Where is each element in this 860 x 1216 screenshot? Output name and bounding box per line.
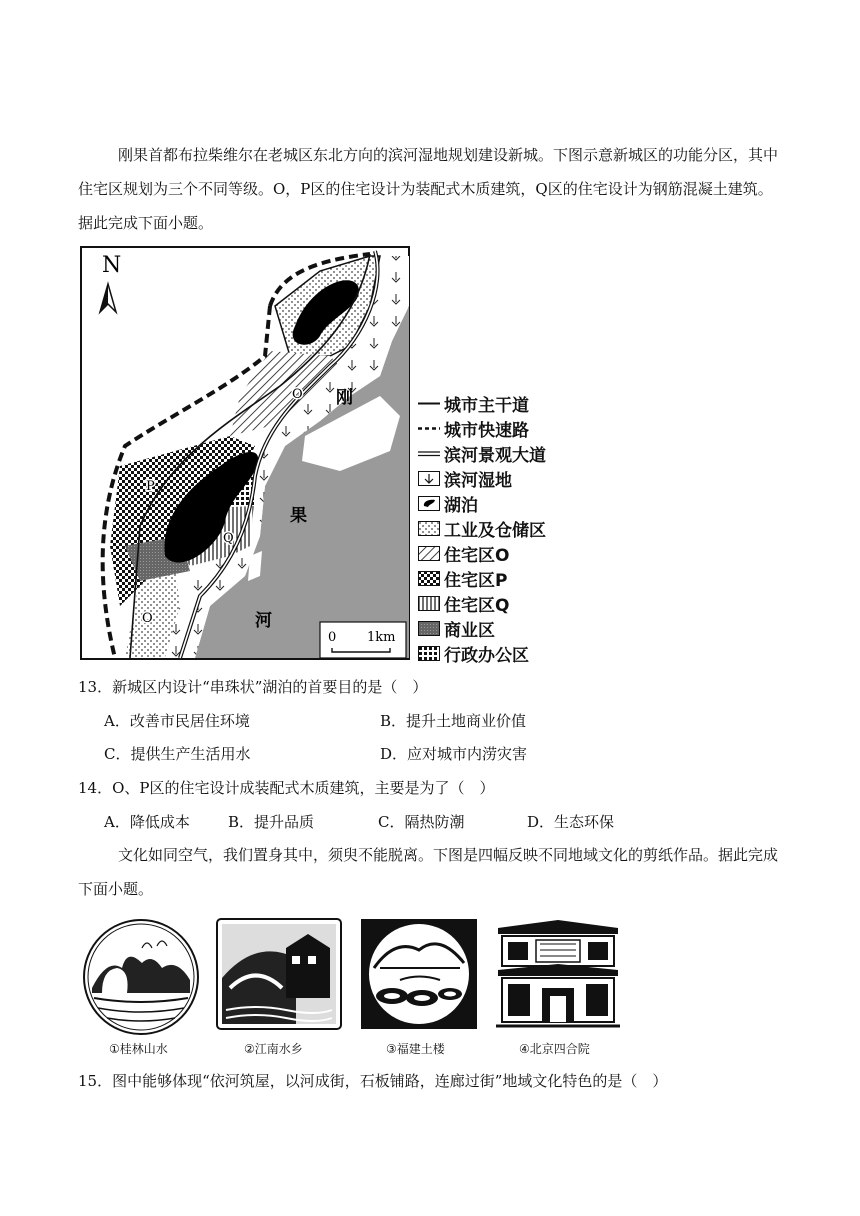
intro-line-2: 住宅区规划为三个不同等级。O，P区的住宅设计为装配式木质建筑，Q区的住宅设计为钢筋混凝土建筑。 [78, 180, 773, 198]
q14-option-b[interactable]: B．提升品质 [228, 813, 315, 831]
zone-label-p: P [146, 479, 155, 494]
zone-label-o-north: O [292, 387, 303, 402]
q13-option-b[interactable]: B．提升土地商业价值 [380, 712, 527, 730]
residential-p-icon [418, 571, 440, 586]
legend-item [418, 492, 478, 514]
river-char-gang: 刚 [336, 388, 353, 408]
legend-item [418, 392, 529, 414]
legend-item [418, 592, 509, 614]
industrial-icon [418, 521, 440, 536]
legend-label: 行政办公区 [444, 645, 529, 666]
intro2-line-2: 下面小题。 [78, 880, 154, 898]
legend-item [418, 617, 495, 639]
q14-option-a[interactable]: A．降低成本 [104, 813, 190, 831]
papercut-caption-2: ②江南水乡 [244, 1042, 303, 1056]
river-char-he: 河 [255, 611, 272, 631]
question-13-stem: 13．新城区内设计“串珠状”湖泊的首要目的是（ ） [78, 678, 428, 696]
zone-label-o-south: O [142, 611, 153, 626]
legend-label: 滨河景观大道 [444, 445, 546, 466]
legend-label: 住宅区O [444, 545, 510, 566]
legend-item [418, 417, 529, 439]
legend-label: 商业区 [444, 620, 495, 641]
north-label: N [102, 253, 122, 278]
new-city-zoning-map [80, 246, 410, 660]
legend-item [418, 467, 512, 489]
intro-line-3: 据此完成下面小题。 [78, 214, 214, 232]
q13-option-d[interactable]: D．应对城市内涝灾害 [380, 745, 528, 763]
legend-item [418, 642, 529, 664]
legend-item [418, 442, 546, 464]
legend-label: 工业及仓储区 [444, 520, 546, 541]
papercut-jiangnan-image [216, 918, 342, 1030]
legend-item [418, 542, 509, 564]
legend-item [418, 567, 507, 589]
q13-option-c[interactable]: C．提供生产生活用水 [104, 745, 251, 763]
admin-icon [418, 646, 440, 661]
legend-label: 城市快速路 [444, 420, 529, 441]
legend-label: 滨河湿地 [444, 470, 512, 491]
papercut-caption-4: ④北京四合院 [519, 1042, 590, 1056]
question-14-stem: 14．O、P区的住宅设计成装配式木质建筑，主要是为了（ ） [78, 779, 495, 797]
q13-option-a[interactable]: A．改善市民居住环境 [104, 712, 250, 730]
residential-o-icon [418, 546, 440, 561]
legend-label: 湖泊 [444, 495, 478, 516]
zone-label-q: Q [223, 531, 234, 546]
papercut-caption-3: ③福建土楼 [386, 1042, 445, 1056]
legend-item [418, 517, 546, 539]
solid-line-icon [418, 396, 440, 411]
q14-option-d[interactable]: D．生态环保 [527, 813, 615, 831]
question-15-stem: 15．图中能够体现“依河筑屋，以河成街，石板铺路，连廊过街”地域文化特色的是（ ） [78, 1072, 668, 1090]
river-char-guo: 果 [290, 506, 307, 526]
scale-zero: 0 [328, 630, 337, 645]
q14-option-c[interactable]: C．隔热防潮 [378, 813, 465, 831]
papercut-caption-1: ①桂林山水 [109, 1042, 168, 1056]
commercial-icon [418, 621, 440, 636]
papercut-guilin-image [82, 918, 200, 1036]
intro2-line-1: 文化如同空气，我们置身其中，须臾不能脱离。下图是四幅反映不同地域文化的剪纸作品。据此完成 [118, 846, 779, 864]
dashed-line-icon [418, 421, 440, 436]
papercut-siheyuan-image [496, 918, 620, 1030]
legend-label: 住宅区Q [444, 595, 510, 616]
intro-paragraph-2 [78, 838, 790, 906]
legend-label: 住宅区P [444, 570, 508, 591]
intro-paragraph-1 [78, 138, 790, 240]
double-line-icon [418, 446, 440, 461]
residential-q-icon [418, 596, 440, 611]
lake-icon [418, 496, 440, 511]
scale-unit: 1km [367, 630, 396, 645]
wetland-icon [418, 471, 440, 486]
intro-line-1: 刚果首都布拉柴维尔在老城区东北方向的滨河湿地规划建设新城。下图示意新城区的功能分区，其中 [118, 146, 779, 164]
papercut-tulou-image [360, 918, 478, 1030]
legend-label: 城市主干道 [444, 395, 529, 416]
